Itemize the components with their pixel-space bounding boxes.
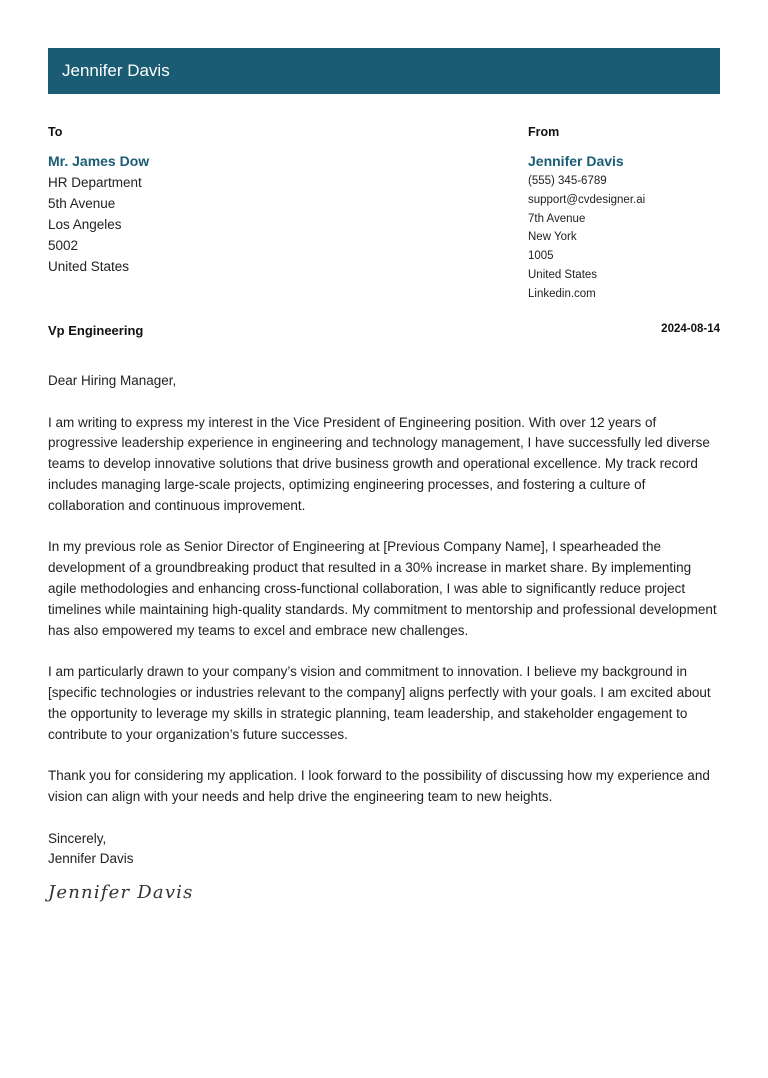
sender-linkedin: Linkedin.com [528, 287, 596, 300]
body-paragraph: I am particularly drawn to your company’s vision and commitment to innovation. I believe my background in [specific technologies or industries relevant to the company] aligns perfectly with your goals. I am excited about the opportunity to leverage my skills in strategic planning, team leadership, and stakeholder engagement to contribute to your organization’s future successes. [48, 664, 711, 742]
sender-country: United States [528, 268, 598, 281]
sender-zip: 1005 [528, 250, 554, 263]
recipient-line: Los Angeles [48, 217, 122, 232]
recipient-label: To [48, 125, 63, 139]
sender-street: 7th Avenue [528, 212, 586, 225]
recipient-name: Mr. James Dow [48, 153, 150, 169]
recipient-line: United States [48, 259, 130, 274]
sender-label: From [528, 125, 560, 139]
recipient-line: HR Department [48, 175, 142, 190]
sender-city: New York [528, 231, 577, 244]
letter-body [48, 371, 722, 870]
recipient-line: 5th Avenue [48, 196, 116, 211]
body-paragraph: In my previous role as Senior Director of Engineering at [Previous Company Name], I spearheaded the development of a groundbreaking product that resulted in a 30% increase in market share. By implementing agile methodologies and enhancing cross-functional collaboration, I was able to significantly reduce project timelines while maintaining high-quality standards. My commitment to mentorship and professional development has also empowered my teams to excel and embrace new challenges. [48, 539, 717, 638]
salutation: Dear Hiring Manager, [48, 373, 177, 388]
recipient-address [48, 172, 142, 277]
body-paragraph: I am writing to express my interest in the Vice President of Engineering position. With over 12 years of progressive leadership experience in engineering and technology management, I have successfully led diverse teams to develop innovative solutions that drive business growth and operational excellence. My track record includes managing large-scale projects, optimizing engineering processes, and fostering a culture of collaboration and continuous improvement. [48, 414, 710, 513]
sender-name: Jennifer Davis [528, 153, 624, 169]
handwritten-signature: Jennifer Davis [48, 882, 194, 903]
closing: Sincerely, [48, 830, 107, 846]
sender-phone: (555) 345-6789 [528, 175, 607, 187]
header-banner [48, 48, 720, 94]
body-paragraph: Thank you for considering my application. I look forward to the possibility of discussing how my experience and vision can align with your needs and help drive the engineering team to new heights. [48, 768, 710, 804]
sender-email: support@cvdesigner.ai [528, 193, 646, 206]
closing-name: Jennifer Davis [48, 851, 134, 867]
header-name: Jennifer Davis [62, 61, 170, 80]
sender-contact [528, 172, 645, 304]
recipient-line: 5002 [48, 238, 79, 253]
letter-date: 2024-08-14 [661, 323, 720, 335]
subject-line: Vp Engineering [48, 323, 144, 338]
